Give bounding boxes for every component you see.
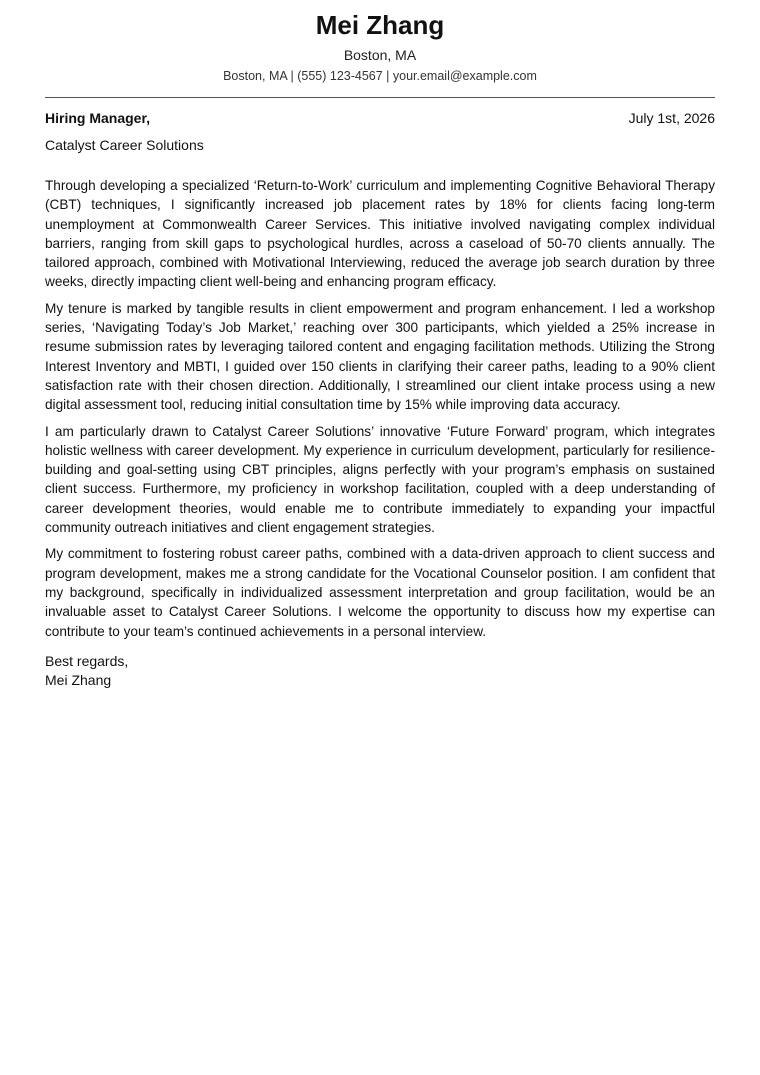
salutation: Hiring Manager, [45,110,151,126]
body-paragraph-2: My tenure is marked by tangible results in client empowerment and program enhancement. I led a workshop series, ‘Navigating Today’s Job Market,’ reaching over 300 participants, which yielded a 25% increase in resume submission rates by leveraging tailored content and engaging facilitation methods. Utilizing the Strong Interest Inventory and MBTI, I guided over 150 clients in clarifying their career paths, leading to a 90% client satisfaction rate with their chosen direction. Additionally, I streamlined our client intake process using a new digital assessment tool, reducing initial consultation time by 15% while improving data accuracy. [45,300,715,413]
body-paragraph-1: Through developing a specialized ‘Return-to-Work’ curriculum and implementing Cognitive Behavioral Therapy (CBT) techniques, I significantly increased job placement rates by 18% for clients facing long-term unemployment at Commonwealth Career Services. This initiative involved navigating complex individual barriers, ranging from skill gaps to psychological hurdles, across a caseload of 50-70 clients annually. The tailored approach, combined with Motivational Interviewing, reduced the average job search duration by three weeks, directly impacting client well-being and enhancing program efficacy. [45,178,715,290]
header-divider [45,97,715,98]
letter-body [45,176,715,641]
letter-date: July 1st, 2026 [628,110,715,126]
closing-phrase: Best regards, [45,652,129,669]
salutation-date-row [45,109,715,127]
letter-closing-block [45,652,715,691]
body-paragraph-3: I am particularly drawn to Catalyst Career Solutions’ innovative ‘Future Forward’ program, which integrates holistic wellness with career development. My experience in curriculum development, particularly for resilience-building and goal-setting using CBT principles, aligns perfectly with your program’s emphasis on sustained client success. Furthermore, my proficiency in workshop facilitation, coupled with a deep understanding of career development theories, would enable me to contribute immediately to expanding your impactful community outreach initiatives and client engagement strategies. [45,423,715,536]
applicant-name: Mei Zhang [315,10,445,40]
letter-header [45,0,715,84]
body-paragraph-4: My commitment to fostering robust career paths, combined with a data-driven approach to client success and program development, makes me a strong candidate for the Vocational Counselor position. I am confident that my background, specifically in individualized assessment interpretation and group facilitation, would be an invaluable asset to Catalyst Career Solutions. I welcome the opportunity to discuss how my expertise can contribute to your team’s continued achievements in a personal interview. [45,546,715,639]
recipient-company: Catalyst Career Solutions [45,137,204,153]
applicant-city: Boston, MA [343,47,417,63]
applicant-contact-line: Boston, MA | (555) 123-4567 | your.email@example.com [223,69,537,83]
signature-name: Mei Zhang [45,672,112,689]
